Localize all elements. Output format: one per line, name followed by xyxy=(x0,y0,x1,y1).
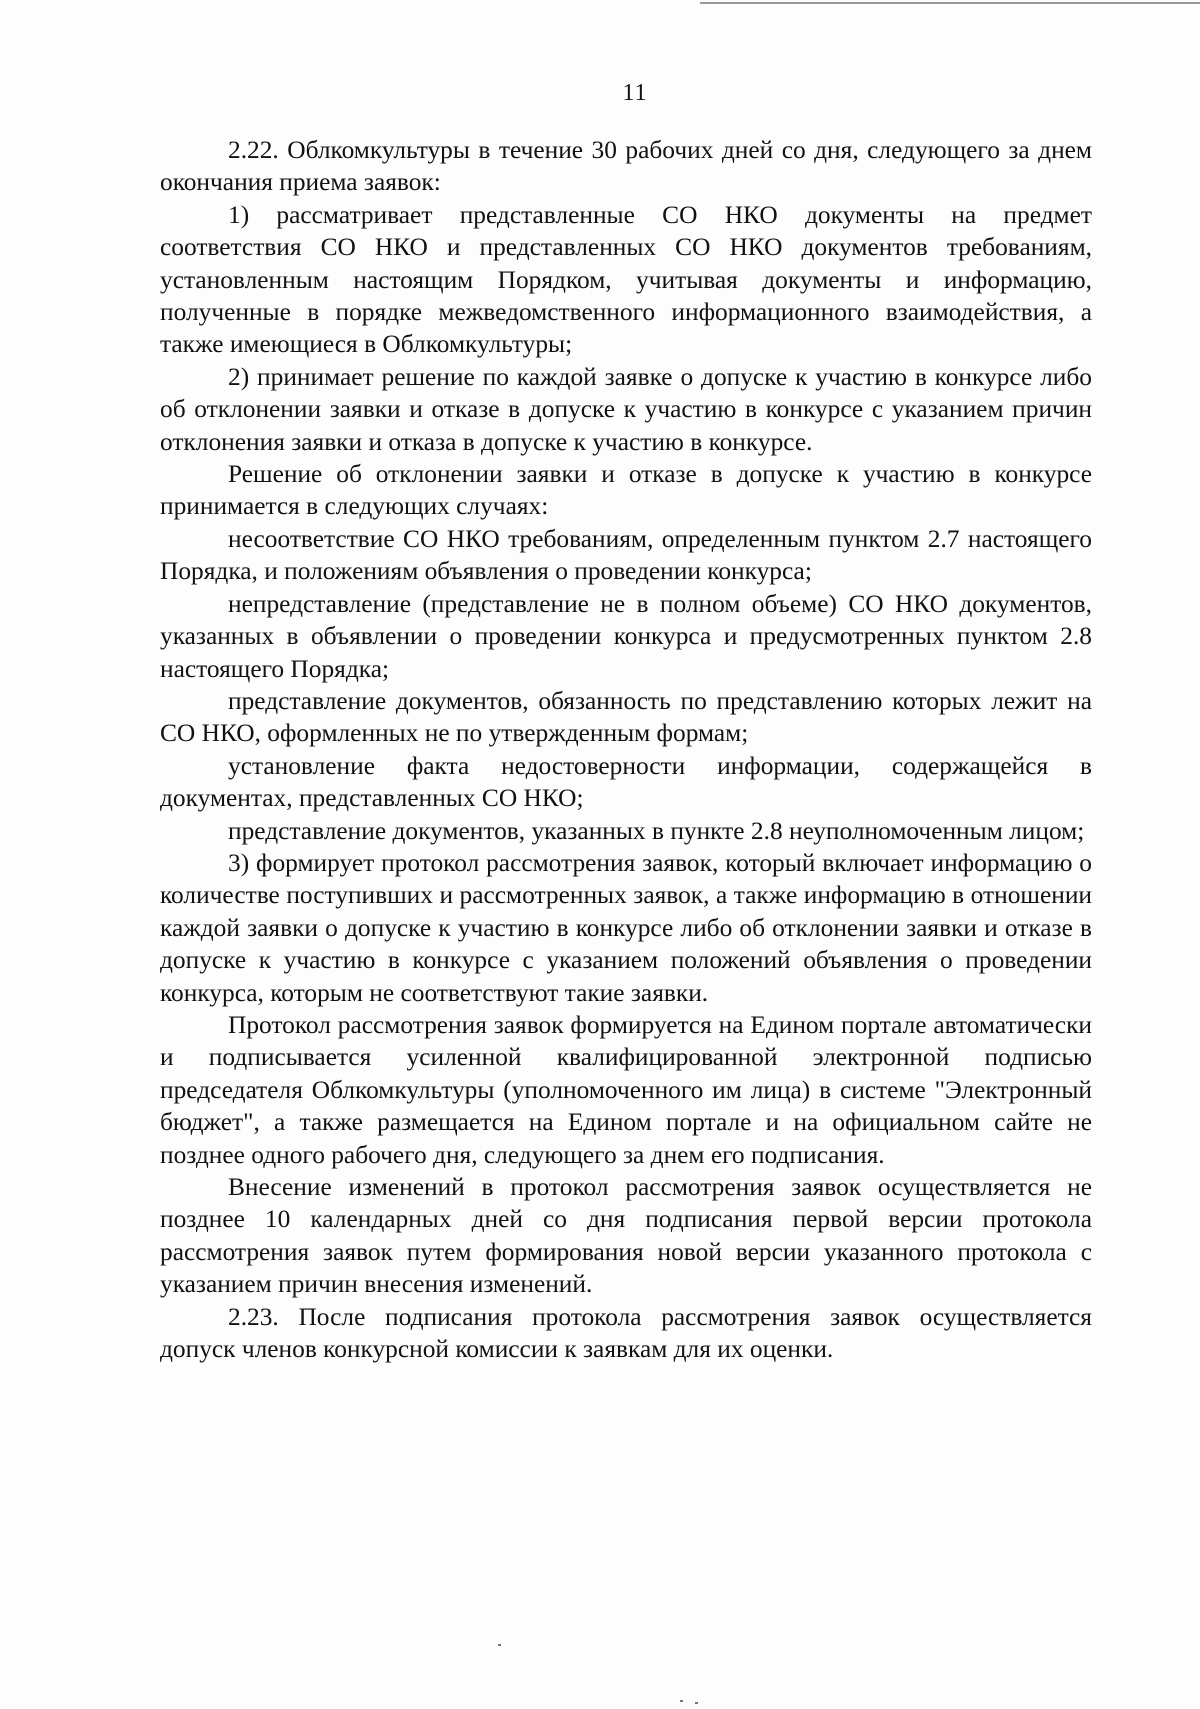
paragraph-case-wrong-forms: представление документов, обязанность по представлению которых лежит на СО НКО, оформленных не по утвержденным формам; xyxy=(160,686,1092,748)
scan-speck xyxy=(498,1644,501,1646)
page-number: 11 xyxy=(622,80,648,106)
paragraph-protocol-formation: Протокол рассмотрения заявок формируется на Едином портале автоматически и подписывается усиленной квалифицированной электронной подписью председателя Облкомкультуры (уполномоченного им лица) в системе "Электронный бюджет", а также размещается на Едином портале и на официальном сайте не позднее одного рабочего дня, следующего за днем его подписания. xyxy=(160,1010,1092,1169)
paragraph-case-unreliable-info: установление факта недостоверности информации, содержащейся в документах, представленных СО НКО; xyxy=(160,751,1092,813)
scan-speck xyxy=(680,1700,683,1702)
paragraph-item-3: 3) формирует протокол рассмотрения заявок, который включает информацию о количестве поступивших и рассмотренных заявок, а также информацию в отношении каждой заявки о допуске к участию в конкурсе либо об отклонении заявки и отказе в допуске к участию в конкурсе с указанием положений объявления о проведении конкурса, которым не соответствуют такие заявки. xyxy=(160,848,1092,1007)
paragraph-rejection-intro: Решение об отклонении заявки и отказе в допуске к участию в конкурсе принимается в следующих случаях: xyxy=(160,460,1092,521)
paragraph-case-nonsubmission: непредставление (представление не в полном объеме) СО НКО документов, указанных в объявлении о проведении конкурса и предусмотренных пунктом 2.8 настоящего Порядка; xyxy=(160,589,1092,683)
document-body xyxy=(160,134,1092,1365)
paragraph-2-22: 2.22. Облкомкультуры в течение 30 рабочих дней со дня, следующего за днем окончания приема заявок: xyxy=(160,136,1092,197)
scan-speck xyxy=(695,1702,698,1704)
paragraph-case-unauthorized: представление документов, указанных в пункте 2.8 неуполномоченным лицом; xyxy=(228,816,1085,845)
paragraph-item-1: 1) рассматривает представленные СО НКО документы на предмет соответствия СО НКО и представленных СО НКО документов требованиям, установленным настоящим Порядком, учитывая документы и информацию, полученные в порядке межведомственного информационного взаимодействия, а также имеющиеся в Облкомкультуры; xyxy=(160,200,1092,359)
paragraph-2-23: 2.23. После подписания протокола рассмотрения заявок осуществляется допуск членов конкурсной комиссии к заявкам для их оценки. xyxy=(160,1302,1092,1364)
paragraph-case-noncompliance: несоответствие СО НКО требованиям, определенным пунктом 2.7 настоящего Порядка, и положениям объявления о проведении конкурса; xyxy=(160,524,1092,586)
scan-edge-rule xyxy=(700,2,1200,4)
paragraph-protocol-changes: Внесение изменений в протокол рассмотрения заявок осуществляется не позднее 10 календарных дней со дня подписания первой версии протокола рассмотрения заявок путем формирования новой версии указанного протокола с указанием причин внесения изменений. xyxy=(160,1173,1092,1299)
paragraph-item-2: 2) принимает решение по каждой заявке о допуске к участию в конкурсе либо об отклонении заявки и отказе в допуске к участию в конкурсе с указанием причин отклонения заявки и отказа в допуске к участию в конкурсе. xyxy=(160,362,1092,456)
